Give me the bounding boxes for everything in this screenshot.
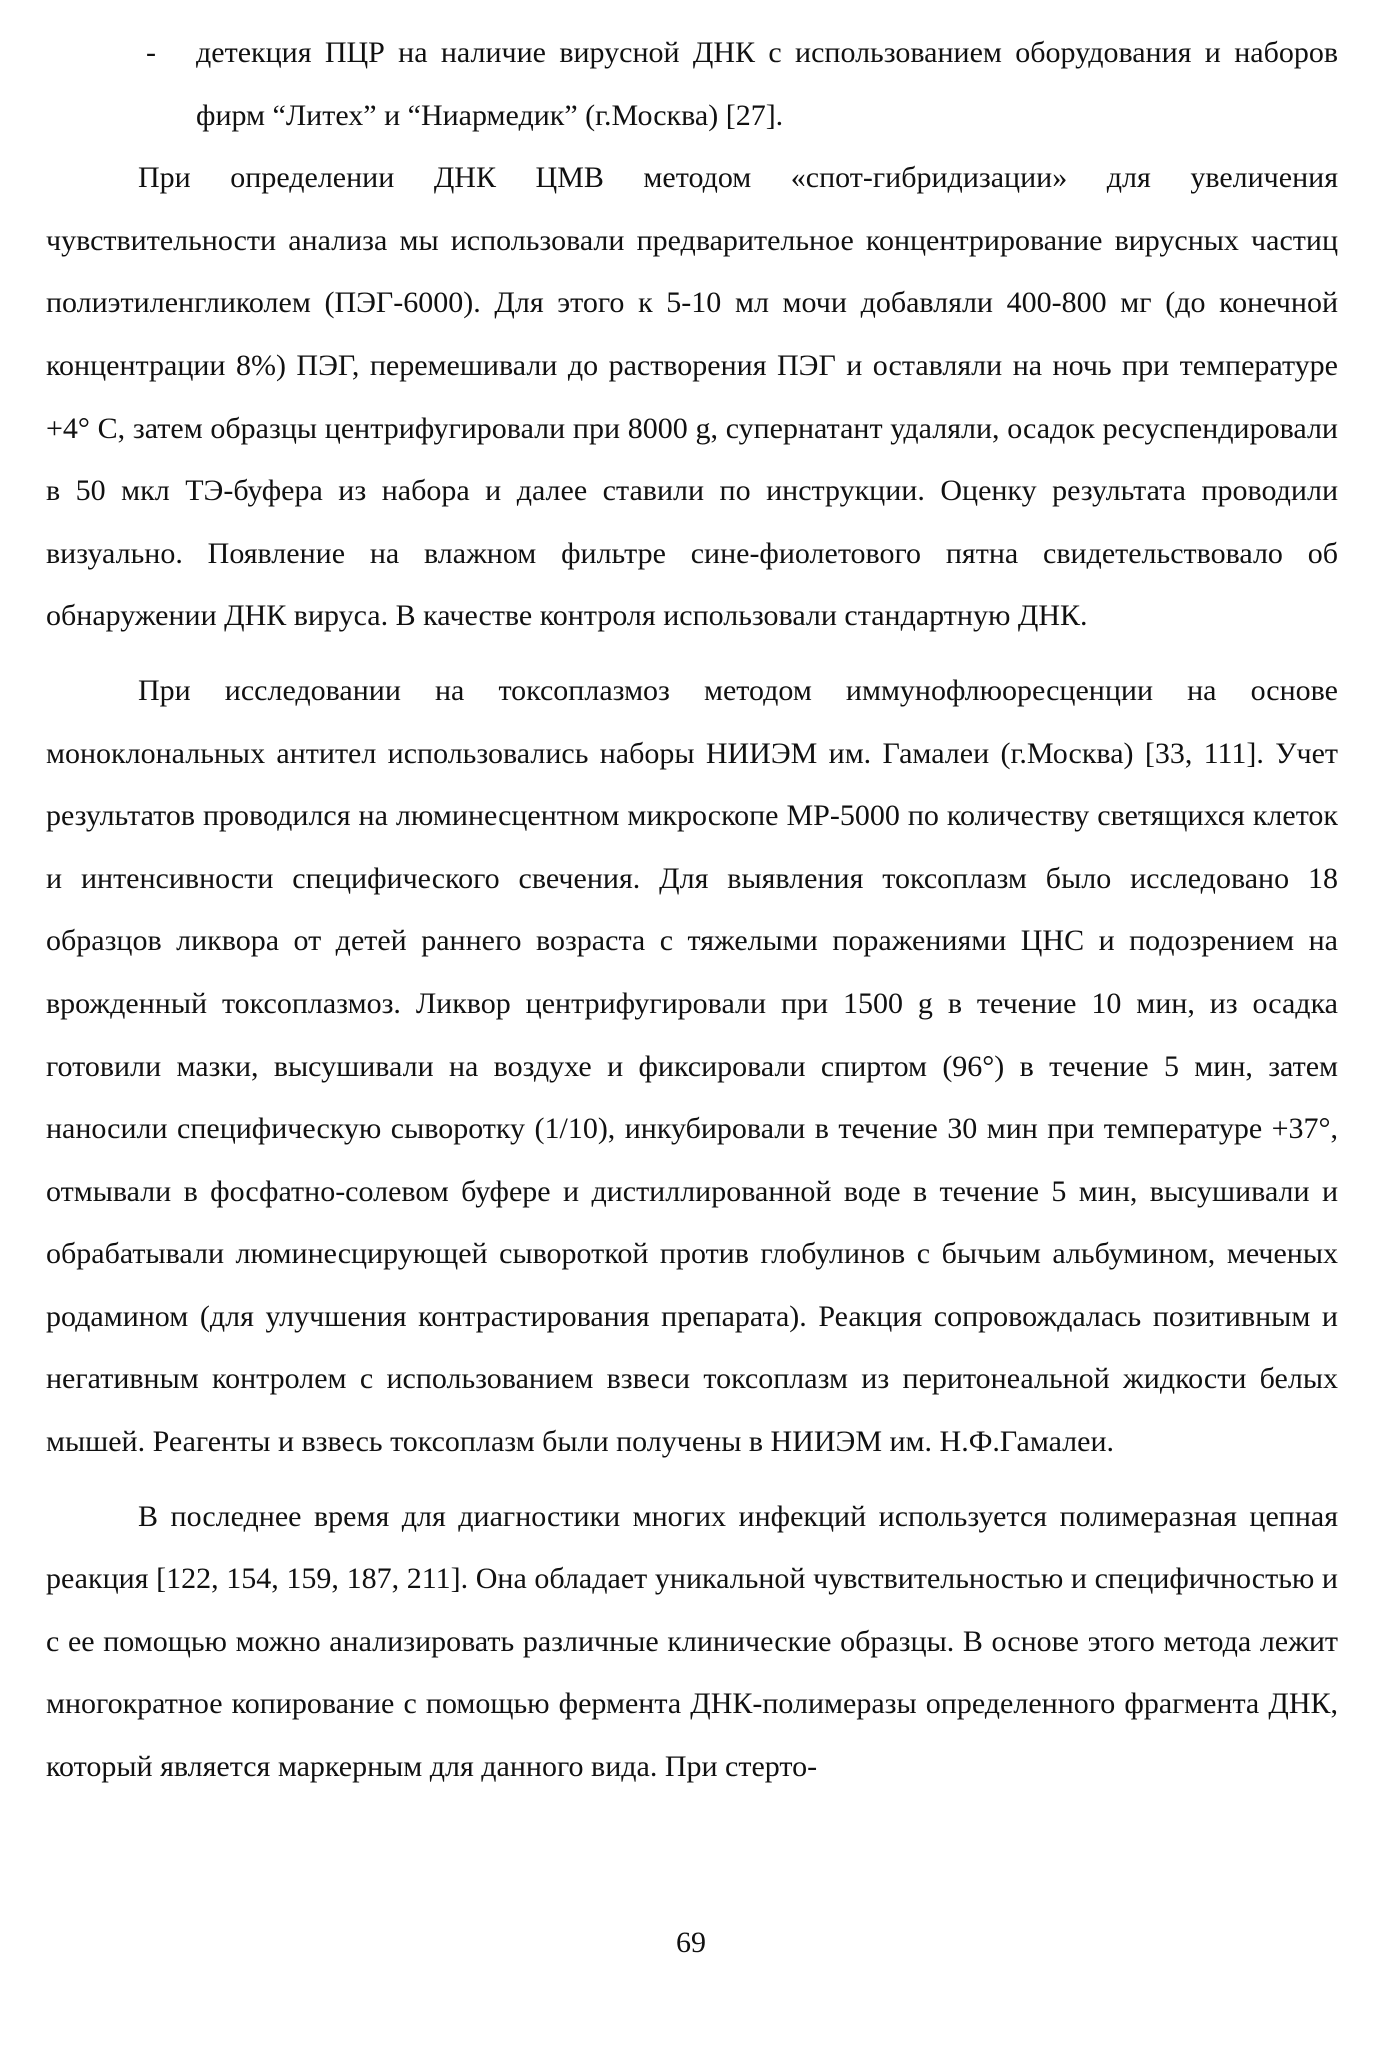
document-body [46, 22, 1338, 1799]
paragraph-cmv-dna-detection: При определении ДНК ЦМВ методом «спот-гибридизации» для увеличения чувствительности анализа мы использовали предварительное концентрирование вирусных частиц полиэтиленгликолем (ПЭГ-6000). Для этого к 5-10 мл мочи добавляли 400-800 мг (до конечной концентрации 8%) ПЭГ, перемешивали до растворения ПЭГ и оставляли на ночь при температуре +4° С, затем образцы центрифугировали при 8000 g, супернатант удаляли, осадок ресуспендировали в 50 мкл ТЭ-буфера из набора и далее ставили по инструкции. Оценку результата проводили визуально. Появление на влажном фильтре сине-фиолетового пятна свидетельствовало об обнаружении ДНК вируса. В качестве контроля использовали стандартную ДНК. [46, 161, 1338, 633]
bullet-dash: - [146, 36, 156, 69]
bullet-list-item [46, 22, 1338, 147]
paragraph-toxoplasmosis-immunofluorescence: При исследовании на токсоплазмоз методом иммунофлюоресценции на основе моноклональных антител использовались наборы НИИЭМ им. Гамалеи (г.Москва) [33, 111]. Учет результатов проводился на люминесцентном микроскопе МР-5000 по количеству светящихся клеток и интенсивности специфического свечения. Для выявления токсоплазм было исследовано 18 образцов ликвора от детей раннего возраста с тяжелыми поражениями ЦНС и подозрением на врожденный токсоплазмоз. Ликвор центрифугировали при 1500 g в течение 10 мин, из осадка готовили мазки, высушивали на воздухе и фиксировали спиртом (96°) в течение 5 мин, затем наносили специфическую сыворотку (1/10), инкубировали в течение 30 мин при температуре +37°, отмывали в фосфатно-солевом буфере и дистиллированной воде в течение 5 мин, высушивали и обрабатывали люминесцирующей сывороткой против глобулинов с бычьим альбумином, меченых родамином (для улучшения контрастирования препарата). Реакция сопровождалась позитивным и негативным контролем с использованием взвеси токсоплазм из перитонеальной жидкости белых мышей. Реагенты и взвесь токсоплазм были получены в НИИЭМ им. Н.Ф.Гамалеи. [46, 673, 1338, 1459]
bullet-text: детекция ПЦР на наличие вирусной ДНК с использованием оборудования и наборов фирм “Литех” и “Ниармедик” (г.Москва) [27]. [196, 36, 1338, 132]
paragraph-pcr-method: В последнее время для диагностики многих инфекций используется полимеразная цепная реакция [122, 154, 159, 187, 211]. Она обладает уникальной чувствительностью и специфичностью и с ее помощью можно анализировать различные клинические образцы. В основе этого метода лежит многократное копирование с помощью фермента ДНК-полимеразы определенного фрагмента ДНК, который является маркерным для данного вида. При стерто- [46, 1499, 1338, 1784]
page-number: 69 [676, 1926, 706, 1959]
